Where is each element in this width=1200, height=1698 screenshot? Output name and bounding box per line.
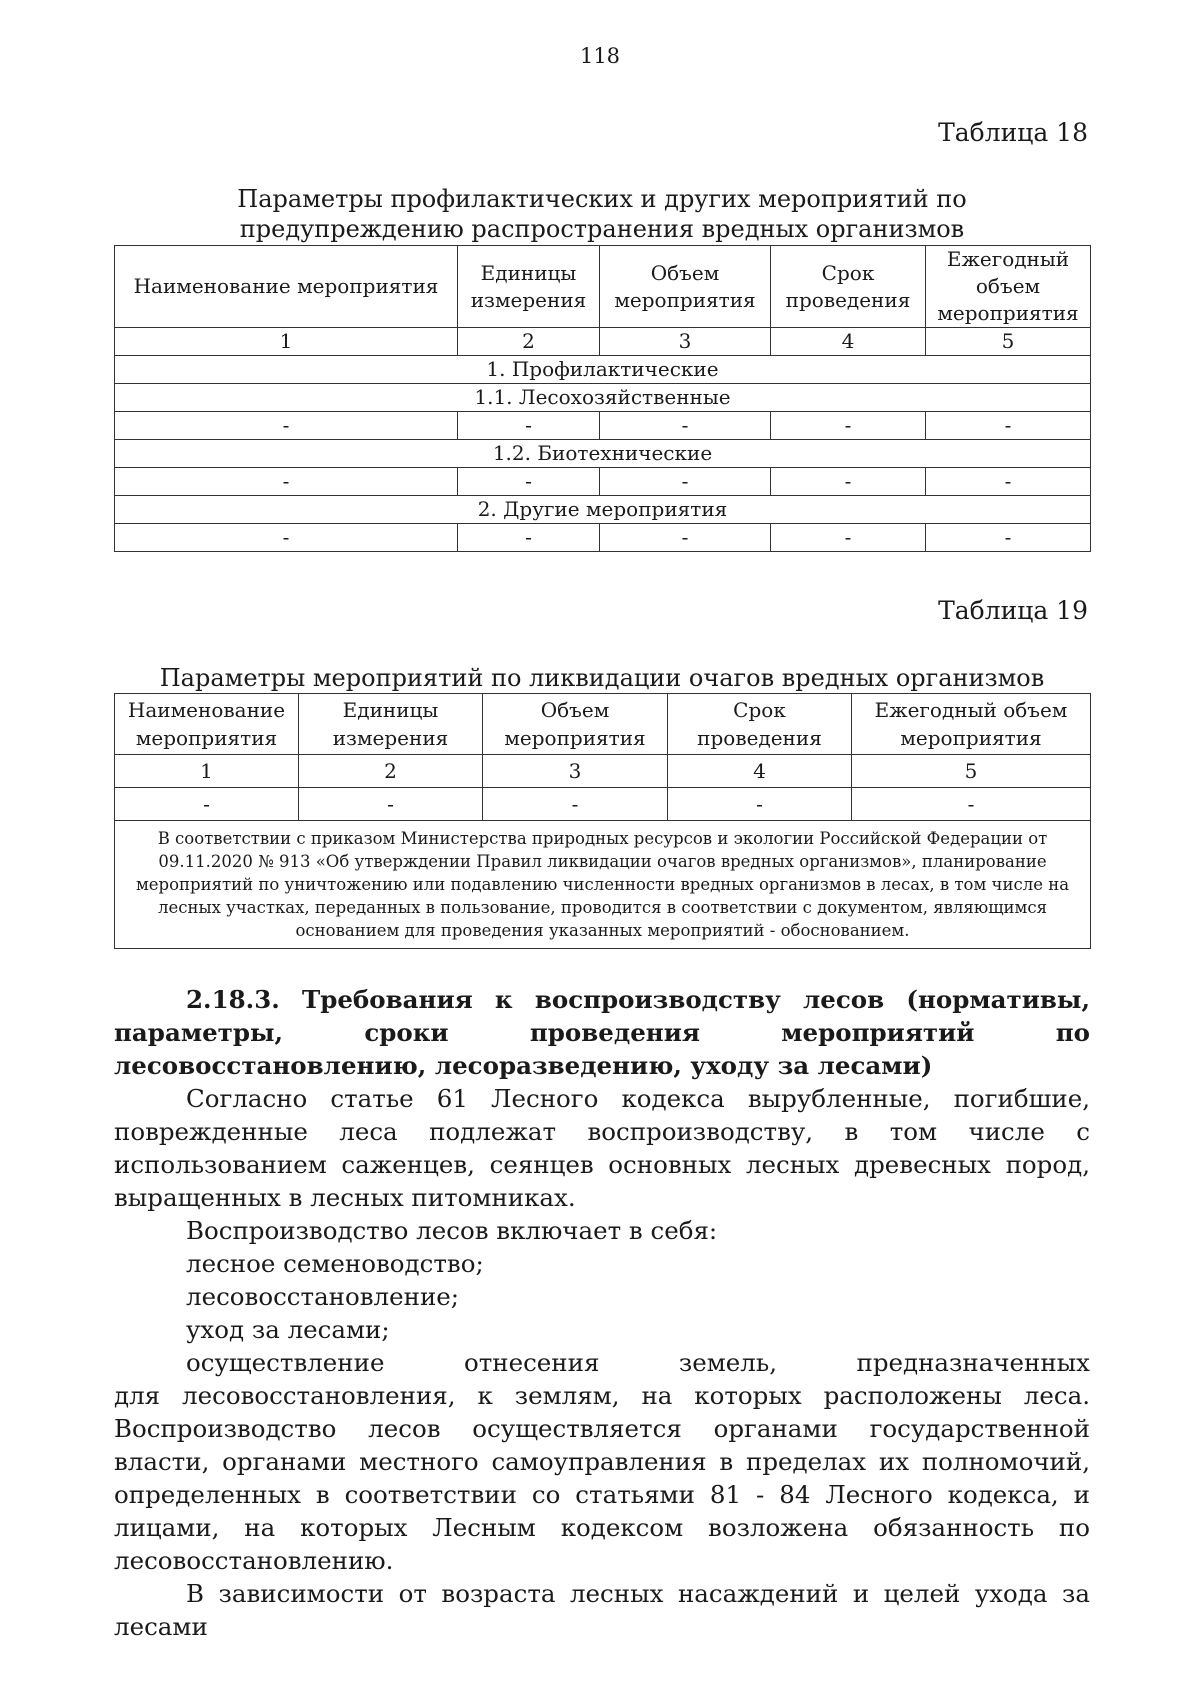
- table-18-section-profilactic: 1. Профилактические: [115, 356, 1091, 384]
- table-19-header-row: [115, 694, 1091, 755]
- table-18-cell: -: [458, 524, 600, 552]
- paragraph: Воспроизводство лесов включает в себя:: [186, 1216, 718, 1245]
- table-18-cell: -: [600, 524, 771, 552]
- table-19-cell: -: [852, 788, 1091, 821]
- paragraph: осуществление отнесения земель, предназначенных: [186, 1348, 1090, 1377]
- table-19-number-cell: 4: [668, 755, 852, 788]
- table-18-section-forestry: 1.1. Лесохозяйственные: [115, 384, 1091, 412]
- table-18-cell: -: [926, 412, 1091, 440]
- table-19-number-cell: 3: [483, 755, 668, 788]
- table-18-title: [114, 184, 1090, 244]
- table-18-header-cell: Объем мероприятия: [600, 246, 771, 328]
- table-19-number-row: [115, 755, 1091, 788]
- table-18-data-row: [115, 412, 1091, 440]
- table-18-cell: -: [926, 468, 1091, 496]
- list-item: лесовосстановление;: [186, 1282, 460, 1311]
- paragraph: Согласно статье 61 Лесного кодекса вырубленные, погибшие, поврежденные леса подлежат воспроизводству, в том числе с использованием саженцев, сеянцев основных лесных древесных пород, выращенных в лесных питомниках.: [114, 1084, 1090, 1212]
- table-19-number-cell: 2: [299, 755, 483, 788]
- table-18-cell: -: [458, 412, 600, 440]
- table-18-cell: -: [115, 412, 458, 440]
- table-19-number-cell: 5: [852, 755, 1091, 788]
- table-18-number-cell: 1: [115, 328, 458, 356]
- page-number: 118: [579, 44, 621, 68]
- table-18-cell: -: [115, 468, 458, 496]
- table-18-cell: -: [600, 468, 771, 496]
- table-18-data-row: [115, 524, 1091, 552]
- table-19: [114, 693, 1091, 949]
- table-19-cell: -: [299, 788, 483, 821]
- table-18-header-cell: Единицы измерения: [458, 246, 600, 328]
- table-18-data-row: [115, 468, 1091, 496]
- paragraph: для лесовосстановления, к землям, на которых расположены леса. Воспроизводство лесов осуществляется органами государственной власти, органами местного самоуправления в пределах их полномочий, определенных в соответствии со статьями 81 - 84 Лесного кодекса, и лицами, на которых Лесным кодексом возложена обязанность по лесовосстановлению.: [114, 1381, 1090, 1575]
- table-19-header-cell: Наименование мероприятия: [115, 694, 299, 755]
- table-19-cell: -: [483, 788, 668, 821]
- table-19-number-cell: 1: [115, 755, 299, 788]
- table-19-header-cell: Единицы измерения: [299, 694, 483, 755]
- table-19-cell: -: [115, 788, 299, 821]
- table-19-caption: Таблица 19: [938, 596, 1088, 625]
- table-18-header-row: [115, 246, 1091, 328]
- paragraph: В зависимости от возраста лесных насаждений и целей ухода за лесами: [114, 1579, 1090, 1641]
- table-18-cell: -: [771, 524, 926, 552]
- table-19-note-row: [115, 821, 1091, 949]
- table-18-section-row: [115, 496, 1091, 524]
- table-18-cell: -: [458, 468, 600, 496]
- table-18-section-biotechnical: 1.2. Биотехнические: [115, 440, 1091, 468]
- table-18-header-cell: Срок проведения: [771, 246, 926, 328]
- table-19-note: В соответствии с приказом Министерства природных ресурсов и экологии Российской Федерации от 09.11.2020 № 913 «Об утверждении Правил ликвидации очагов вредных организмов», планирование мероприятий по уничтожению или подавлению численности вредных организмов в лесах, в том числе на лесных участках, переданных в пользование, проводится в соответствии с документом, являющимся основанием для проведения указанных мероприятий - обоснованием.: [115, 821, 1091, 949]
- table-18-number-cell: 5: [926, 328, 1091, 356]
- table-18-section-row: [115, 356, 1091, 384]
- table-18-section-row: [115, 440, 1091, 468]
- table-18-number-cell: 2: [458, 328, 600, 356]
- table-19-header-cell: Срок проведения: [668, 694, 852, 755]
- body-text: [114, 1082, 1090, 1643]
- table-18-section-row: [115, 384, 1091, 412]
- table-18-title-line2: предупреждению распространения вредных организмов: [239, 215, 965, 243]
- table-18: [114, 245, 1091, 552]
- table-18-cell: -: [771, 468, 926, 496]
- table-19-cell: -: [668, 788, 852, 821]
- table-18-cell: -: [926, 524, 1091, 552]
- section-heading: 2.18.3. Требования к воспроизводству лесов (нормативы, параметры, сроки проведения мероприятий по лесовосстановлению, лесоразведению, уходу за лесами): [114, 985, 1090, 1080]
- table-18-number-row: [115, 328, 1091, 356]
- table-18-section-other: 2. Другие мероприятия: [115, 496, 1091, 524]
- table-18-cell: -: [600, 412, 771, 440]
- list-item: уход за лесами;: [186, 1315, 390, 1344]
- table-19-header-cell: Ежегодный объем мероприятия: [852, 694, 1091, 755]
- table-18-header-cell: Наименование мероприятия: [115, 246, 458, 328]
- table-18-cell: -: [771, 412, 926, 440]
- table-18-caption: Таблица 18: [938, 118, 1088, 147]
- table-19-data-row: [115, 788, 1091, 821]
- table-18-number-cell: 4: [771, 328, 926, 356]
- table-18-header-cell: Ежегодный объем мероприятия: [926, 246, 1091, 328]
- list-item: лесное семеноводство;: [186, 1249, 484, 1278]
- table-18-number-cell: 3: [600, 328, 771, 356]
- table-18-cell: -: [115, 524, 458, 552]
- table-19-title: Параметры мероприятий по ликвидации очагов вредных организмов: [159, 664, 1045, 692]
- table-19-header-cell: Объем мероприятия: [483, 694, 668, 755]
- table-18-title-line1: Параметры профилактических и других мероприятий по: [237, 185, 967, 213]
